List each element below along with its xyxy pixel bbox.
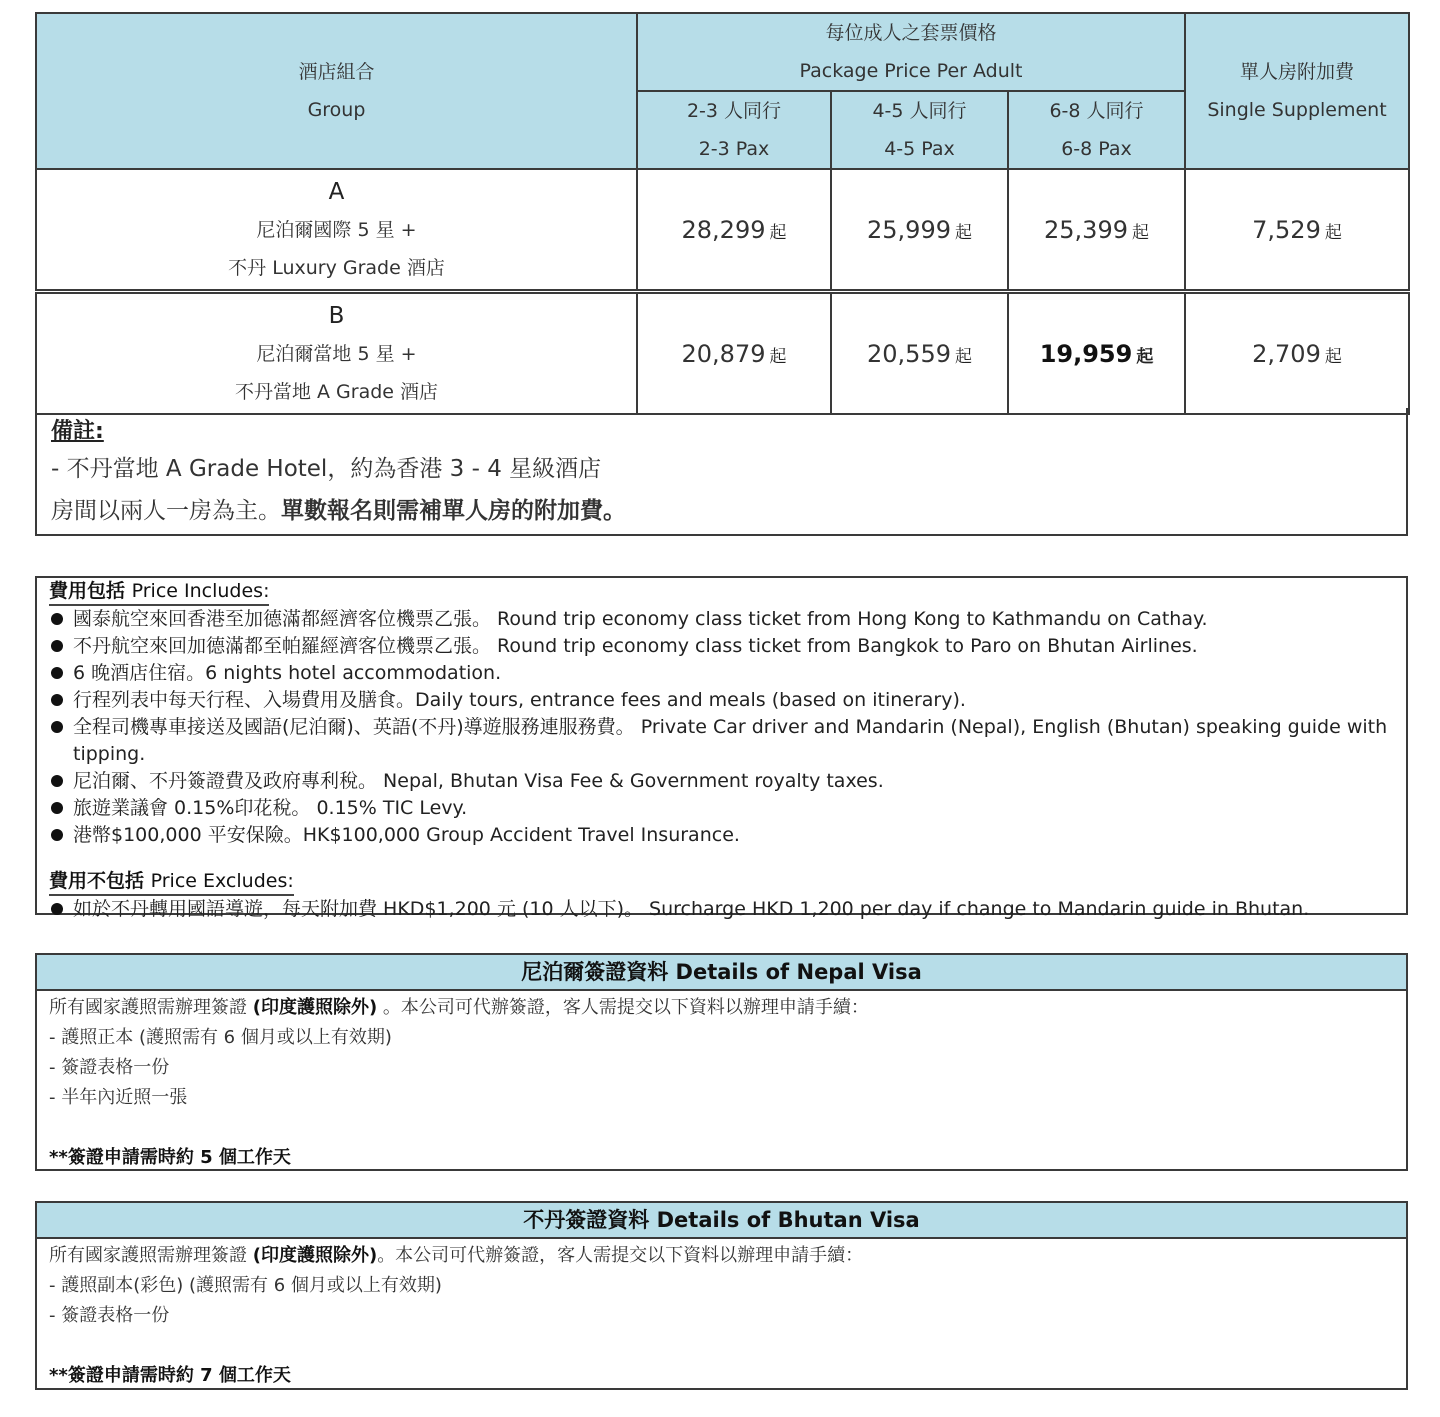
price-cell (1008, 169, 1185, 292)
visa-intro-text: 所有國家護照需辦理簽證 (49, 997, 253, 1018)
single-supplement-header (1185, 13, 1409, 169)
list-item-text: 全程司機專車接送及國語(尼泊爾)、英語(不丹)導遊服務連服務費。 Private Car driver and Mandarin (Nepal), English (Bhutan) speaking guide with tipping. (73, 716, 1388, 765)
remarks-box (35, 408, 1408, 536)
list-item (49, 795, 1406, 822)
list-item (49, 822, 1406, 849)
pax-header-label-en: 6-8 Pax (1061, 138, 1132, 160)
group-line2: 不丹當地 A Grade 酒店 (234, 380, 439, 403)
package-price-header-zh: 每位成人之套票價格 (825, 22, 997, 44)
excludes-title (49, 868, 294, 896)
bhutan-visa-intro (49, 1241, 1406, 1271)
pax-header-6-8 (1008, 91, 1185, 169)
list-item (49, 714, 1406, 768)
list-item-text: 行程列表中每天行程、入場費用及膳食。Daily tours, entrance fees and meals (based on itinerary). (73, 689, 966, 711)
price-value: 25,999 (867, 215, 951, 244)
pax-header-label-zh: 4-5 人同行 (872, 100, 967, 122)
bhutan-visa-title: 不丹簽證資料 Details of Bhutan Visa (37, 1203, 1406, 1239)
single-supplement-header-en: Single Supplement (1207, 99, 1387, 121)
pax-header-label-zh: 2-3 人同行 (686, 100, 782, 122)
list-item: - 護照副本(彩色) (護照需有 6 個月或以上有效期) (49, 1275, 442, 1296)
visa-intro-text: 所有國家護照需辦理簽證 (49, 1245, 253, 1266)
group-header-zh: 酒店組合 (298, 61, 375, 83)
list-item-text: 如於不丹轉用國語導遊，每天附加費 HKD$1,200 元 (10 人以下)。 Surcharge HKD 1,200 per day if change to Mandarin guide in Bhutan. (73, 898, 1310, 920)
excludes-title-en: Price Excludes: (150, 870, 294, 892)
list-item-text: 國泰航空來回香港至加德滿都經濟客位機票乙張。 Round trip economy class ticket from Hong Kong to Kathmandu on Cathay. (73, 608, 1208, 630)
table-row-group-b (36, 292, 1409, 415)
price-suffix: 起 (769, 222, 787, 243)
group-line1: 尼泊爾國際 5 星 + (256, 218, 417, 241)
price-table (35, 12, 1410, 415)
remarks-line-2-text: 房間以兩人一房為主。 (51, 498, 281, 524)
list-item (49, 687, 1406, 714)
single-supplement-cell (1185, 292, 1409, 415)
list-item (49, 633, 1406, 660)
price-suffix: 起 (954, 222, 972, 243)
package-price-header (637, 13, 1185, 91)
list-item (49, 660, 1406, 687)
includes-title-zh: 費用包括 (49, 580, 132, 602)
visa-intro-text: 。本公司可代辦簽證，客人需提交以下資料以辦理申請手續： (377, 997, 869, 1018)
visa-intro-bold: (印度護照除外) (252, 997, 378, 1018)
bullet-icon (51, 694, 63, 706)
includes-title-en: Price Includes: (131, 580, 270, 602)
price-suffix: 起 (1324, 222, 1342, 243)
pax-header-label-zh: 6-8 人同行 (1049, 100, 1144, 122)
bullet-icon (51, 903, 63, 915)
bullet-icon (51, 721, 63, 733)
excludes-list (49, 896, 1406, 923)
price-value: 19,959 (1039, 339, 1133, 368)
single-supplement-value: 2,709 (1252, 339, 1321, 368)
single-supplement-header-zh: 單人房附加費 (1239, 61, 1354, 83)
bullet-icon (51, 667, 63, 679)
nepal-visa-body (37, 991, 1406, 1173)
price-suffix: 起 (954, 346, 972, 367)
remarks-line-1: - 不丹當地 A Grade Hotel，約為香港 3 - 4 星級酒店 (51, 456, 602, 482)
remarks-line-2 (51, 490, 1406, 532)
list-item: - 簽證表格一份 (49, 1305, 170, 1326)
bhutan-visa-box (35, 1201, 1408, 1390)
list-item-text: 旅遊業議會 0.15%印花稅。 0.15% TIC Levy. (73, 797, 468, 819)
single-supplement-cell (1185, 169, 1409, 292)
bullet-icon (51, 640, 63, 652)
price-cell-highlight (1008, 292, 1185, 415)
group-header-en: Group (307, 99, 366, 121)
group-header (36, 13, 637, 169)
bullet-icon (51, 775, 63, 787)
group-cell (36, 169, 637, 292)
list-item (49, 768, 1406, 795)
group-cell (36, 292, 637, 415)
package-price-header-en: Package Price Per Adult (799, 60, 1023, 82)
price-value: 28,299 (681, 215, 766, 244)
bullet-icon (51, 802, 63, 814)
remarks-line-2-bold: 單數報名則需補單人房的附加費。 (281, 498, 626, 524)
price-suffix: 起 (1324, 346, 1342, 367)
table-row-group-a (36, 169, 1409, 292)
pax-header-label-en: 4-5 Pax (884, 138, 955, 160)
list-item-text: 不丹航空來回加德滿都至帕羅經濟客位機票乙張。 Round trip economy class ticket from Bangkok to Paro on Bhutan Airlines. (73, 635, 1198, 657)
includes-list (49, 606, 1406, 849)
price-suffix: 起 (1131, 222, 1149, 243)
includes-title (49, 578, 269, 606)
excludes-title-zh: 費用不包括 (49, 870, 151, 892)
visa-intro-text: 。本公司可代辦簽證，客人需提交以下資料以辦理申請手續： (377, 1245, 864, 1266)
visa-intro-bold: (印度護照除外) (252, 1245, 378, 1266)
list-item (49, 896, 1406, 923)
group-line2: 不丹 Luxury Grade 酒店 (228, 256, 445, 279)
pax-header-2-3 (637, 91, 831, 169)
list-item: - 護照正本 (護照需有 6 個月或以上有效期) (49, 1027, 392, 1048)
pax-header-label-en: 2-3 Pax (698, 138, 770, 160)
list-item: - 簽證表格一份 (49, 1057, 170, 1078)
price-cell (831, 292, 1008, 415)
bullet-icon (51, 613, 63, 625)
price-cell (637, 292, 831, 415)
list-item (49, 606, 1406, 633)
price-value: 20,879 (681, 339, 766, 368)
bullet-icon (51, 829, 63, 841)
single-supplement-value: 7,529 (1252, 215, 1321, 244)
pax-header-4-5 (831, 91, 1008, 169)
nepal-visa-box (35, 953, 1408, 1171)
nepal-visa-title: 尼泊爾簽證資料 Details of Nepal Visa (37, 955, 1406, 991)
price-value: 25,399 (1044, 215, 1128, 244)
price-cell (831, 169, 1008, 292)
nepal-visa-note: **簽證申請需時約 5 個工作天 (49, 1147, 291, 1168)
remarks-title: 備註: (51, 419, 104, 444)
nepal-visa-intro (49, 993, 1406, 1023)
price-value: 20,559 (867, 339, 951, 368)
bhutan-visa-body (37, 1239, 1406, 1391)
price-suffix: 起 (769, 346, 787, 367)
group-letter: B (328, 302, 345, 329)
bhutan-visa-note: **簽證申請需時約 7 個工作天 (49, 1365, 291, 1386)
list-item-text: 港幣$100,000 平安保險。HK$100,000 Group Accident Travel Insurance. (73, 824, 740, 846)
price-suffix: 起 (1136, 346, 1154, 367)
group-line1: 尼泊爾當地 5 星 + (256, 342, 417, 365)
price-cell (637, 169, 831, 292)
list-item: - 半年內近照一張 (49, 1087, 188, 1108)
list-item-text: 尼泊爾、不丹簽證費及政府專利稅。 Nepal, Bhutan Visa Fee & Government royalty taxes. (73, 770, 884, 792)
group-letter: A (328, 178, 345, 205)
list-item-text: 6 晚酒店住宿。6 nights hotel accommodation. (73, 662, 502, 684)
price-includes-box (35, 576, 1408, 920)
